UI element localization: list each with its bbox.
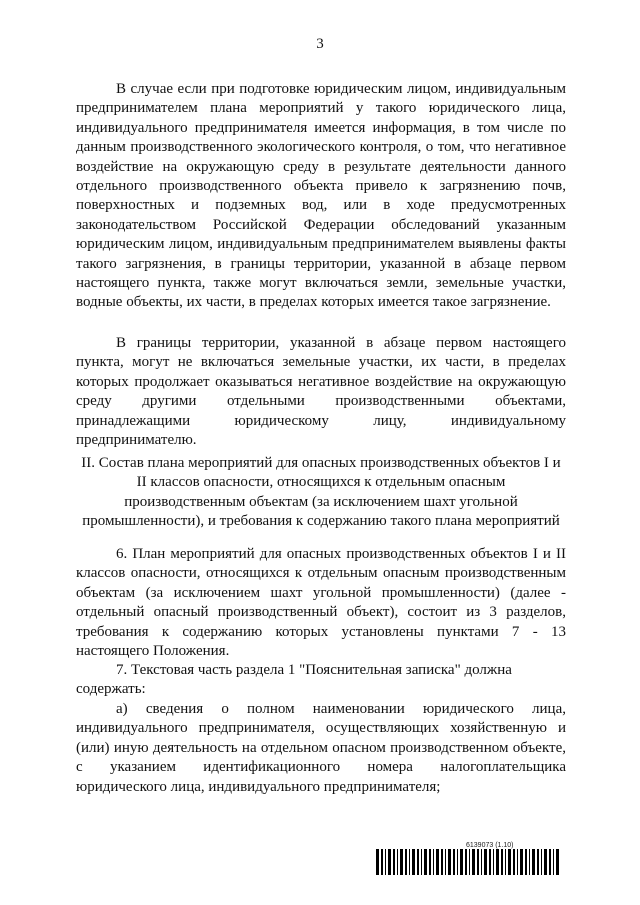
- barcode-image: [376, 849, 560, 875]
- paragraph-item-7-cont: содержать:: [76, 681, 146, 697]
- section-heading: II. Состав плана мероприятий для опасных производственных объектов I и II классов опасности, относящихся к отдельным опасным производственным объектам (за исключением шахт угольной промышленности), и требования к содержанию такого плана мероприятий: [81, 455, 561, 530]
- paragraph-contamination: В случае если при подготовке юридическим лицом, индивидуальным предпринимателем плана мероприятий у такого юридического лица, индивидуального предпринимателя имеется информация, в том числе по данным производственного экологического контроля, о том, что негативное воздействие на окружающую среду в результате деятельности данного отдельного производственного объекта привело к загрязнению почв, поверхностных и подземных вод, или в ходе предусмотренных законодательством Российской Федерации обследований указанным юридическим лицом, индивидуальным предпринимателем выявлены факты такого загрязнения, в границы территории, указанной в абзаце первом настоящего пункта, также могут включаться земли, земельные участки, водные объекты, их части, в пределах которых имеется такое загрязнение.: [76, 81, 566, 311]
- document-code: 6139073 (1.10): [466, 842, 514, 849]
- paragraph-item-6: 6. План мероприятий для опасных производственных объектов I и II классов опасности, относящихся к отдельным опасным производственным объектам (за исключением шахт угольной промышленности) (далее - отдельный опасный производственный объект), состоит из 3 разделов, требования к содержанию которых установлены пунктами 7 - 13 настоящего Положения.: [76, 546, 566, 660]
- paragraph-item-7: 7. Текстовая часть раздела 1 "Пояснительная записка" должна: [116, 662, 512, 678]
- paragraph-exclusion: В границы территории, указанной в абзаце первом настоящего пункта, могут не включаться земельные участки, их части, в пределах которых продолжает оказываться негативное воздействие на окружающую среду другими отдельными производственными объектами, принадлежащими юридическому лицу, индивидуальному предпринимателю.: [76, 335, 566, 449]
- page-number: 3: [316, 36, 324, 52]
- paragraph-subitem-a: а) сведения о полном наименовании юридического лица, индивидуального предпринимателя, осуществляющих хозяйственную и (или) иную деятельность на отдельном опасном производственном объекте, с указанием идентификационного номера налогоплательщика юридического лица, индивидуального предпринимателя;: [76, 701, 566, 795]
